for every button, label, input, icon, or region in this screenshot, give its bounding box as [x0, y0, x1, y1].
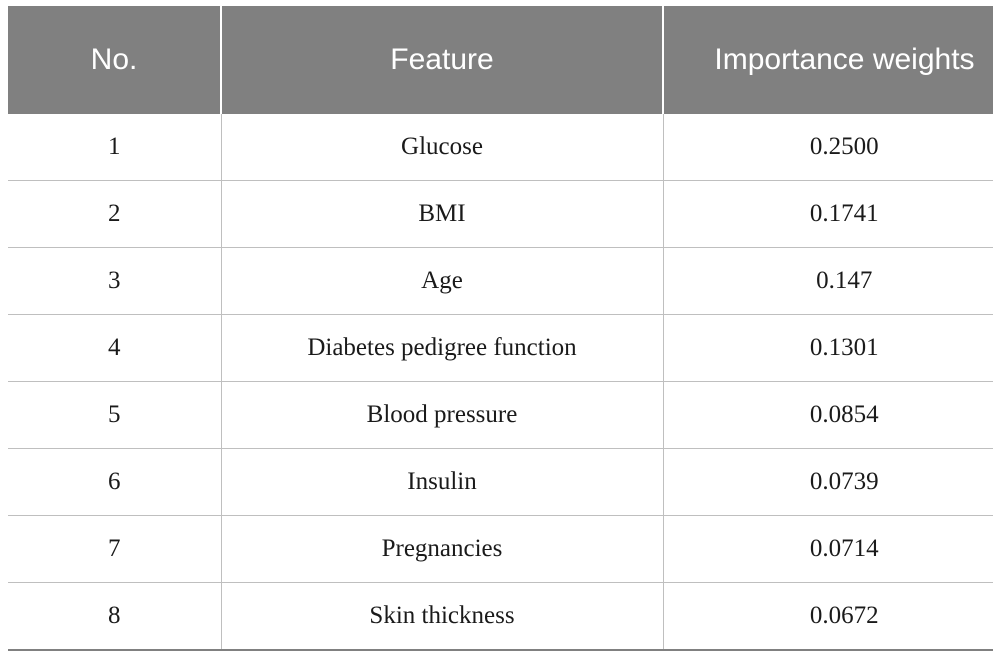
cell-weight: 0.1741: [663, 181, 993, 248]
cell-no: 3: [8, 248, 221, 315]
cell-no: 8: [8, 583, 221, 651]
cell-no: 2: [8, 181, 221, 248]
cell-no: 4: [8, 315, 221, 382]
cell-weight: 0.0672: [663, 583, 993, 651]
cell-weight: 0.147: [663, 248, 993, 315]
table-row: [8, 181, 993, 248]
cell-feature: Insulin: [221, 449, 663, 516]
cell-feature: Age: [221, 248, 663, 315]
cell-feature: Diabetes pedigree function: [221, 315, 663, 382]
cell-weight: 0.2500: [663, 114, 993, 181]
cell-no: 1: [8, 114, 221, 181]
column-header-no: No.: [8, 6, 221, 114]
cell-feature: Blood pressure: [221, 382, 663, 449]
table-header: [8, 6, 993, 114]
cell-no: 7: [8, 516, 221, 583]
table-row: [8, 114, 993, 181]
column-header-importance-weights: Importance weights: [663, 6, 993, 114]
cell-feature: BMI: [221, 181, 663, 248]
cell-feature: Skin thickness: [221, 583, 663, 651]
table-header-row: [8, 6, 993, 114]
cell-feature: Glucose: [221, 114, 663, 181]
cell-no: 6: [8, 449, 221, 516]
table-row: [8, 248, 993, 315]
column-header-feature: Feature: [221, 6, 663, 114]
table-row: [8, 583, 993, 651]
cell-weight: 0.0739: [663, 449, 993, 516]
table-row: [8, 382, 993, 449]
table-row: [8, 516, 993, 583]
cell-weight: 0.1301: [663, 315, 993, 382]
cell-feature: Pregnancies: [221, 516, 663, 583]
cell-weight: 0.0714: [663, 516, 993, 583]
feature-importance-table: [8, 6, 993, 651]
table-row: [8, 449, 993, 516]
table-body: [8, 114, 993, 650]
cell-no: 5: [8, 382, 221, 449]
cell-weight: 0.0854: [663, 382, 993, 449]
table-row: [8, 315, 993, 382]
